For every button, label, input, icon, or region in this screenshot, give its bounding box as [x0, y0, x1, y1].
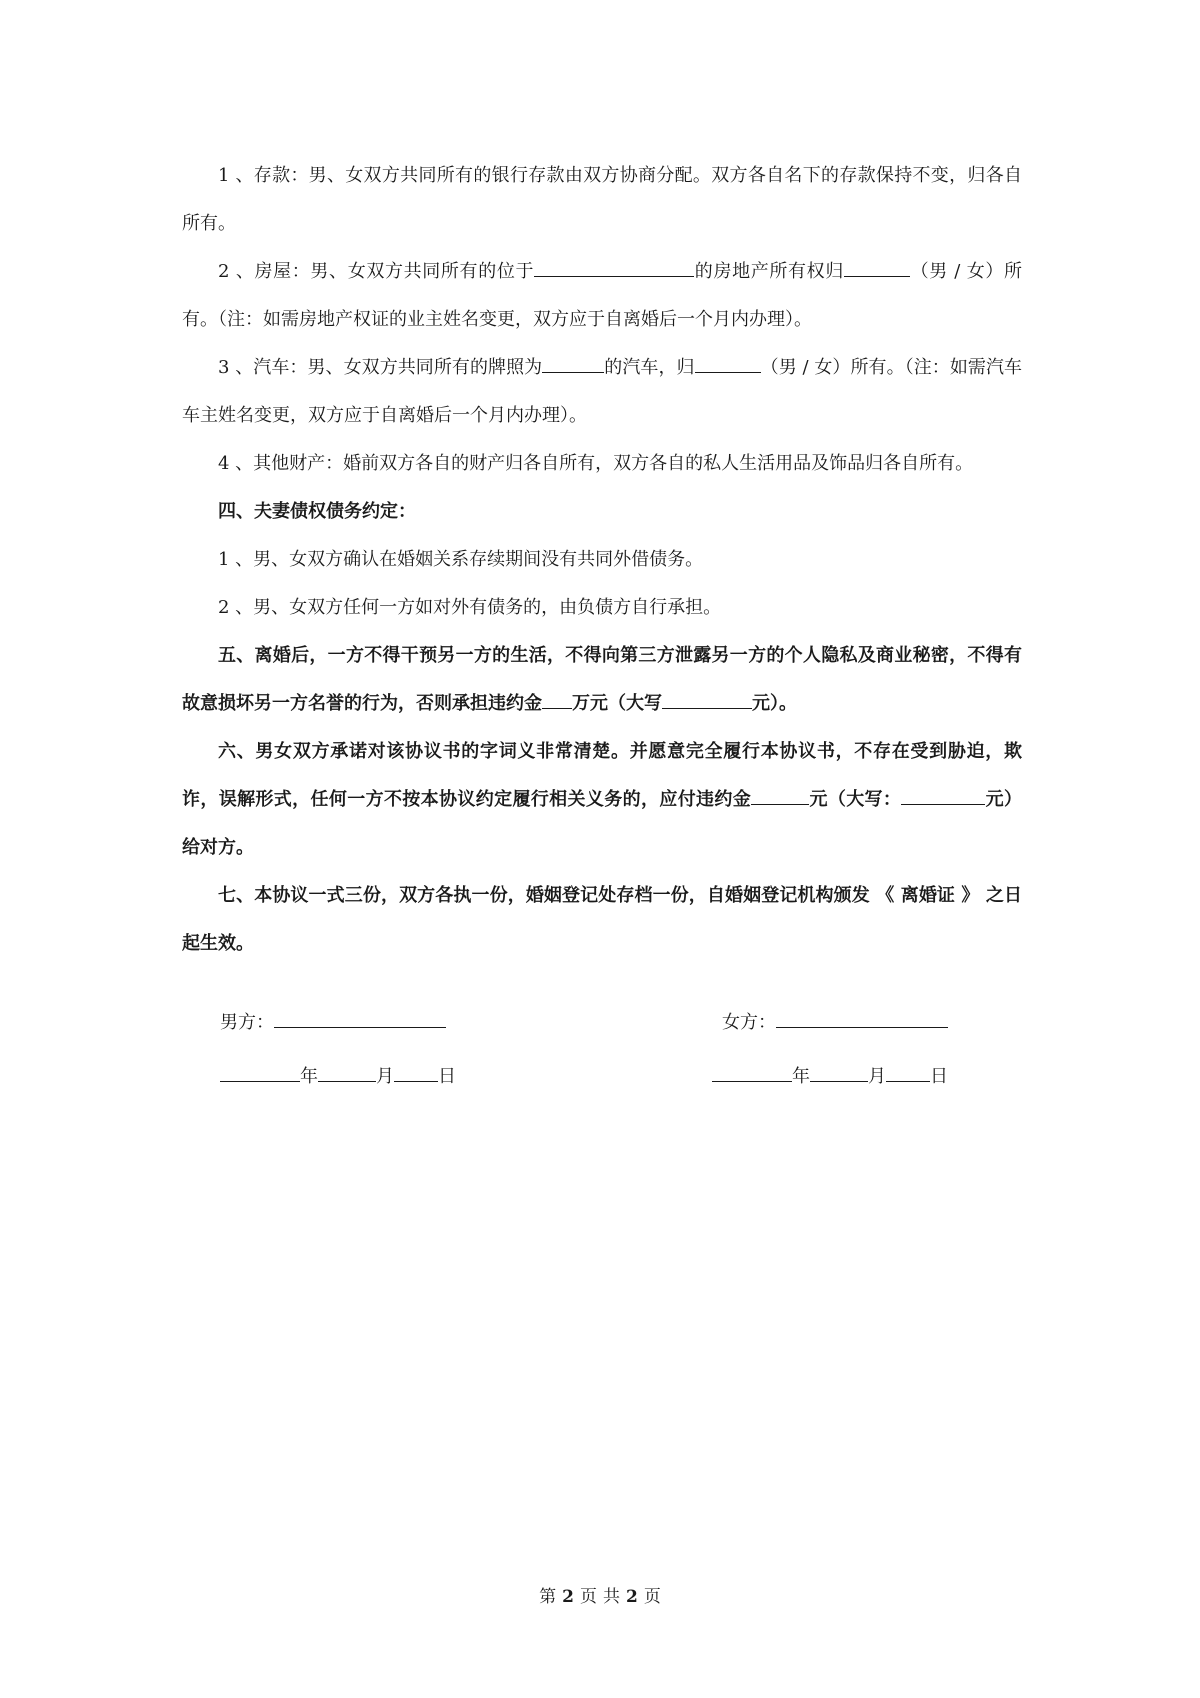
penalty-amount-blank	[542, 690, 572, 709]
male-signature: 男方：	[220, 1008, 446, 1038]
female-signature-blank	[776, 1009, 948, 1028]
clause-debt-2: 2 、男、女双方任何一方如对外有债务的，由负债方自行承担。	[218, 597, 722, 618]
clause-effective: 七、本协议一式三份，双方各执一份，婚姻登记处存档一份，自婚姻登记机构颁发 《 离婚证 》 之日起生效。	[182, 885, 1022, 954]
car-owner-blank	[695, 354, 761, 373]
clause-privacy: 五、离婚后，一方不得干预另一方的生活，不得向第三方泄露另一方的个人隐私及商业秘密，不得有故意损坏另一方名誉的行为，否则承担违约金 万元（大写 元）。	[182, 645, 1022, 714]
breach-words-blank	[901, 786, 985, 805]
breach-amount-blank	[751, 786, 809, 805]
male-day-blank	[394, 1063, 438, 1082]
clause-debt-1: 1 、男、女双方确认在婚姻关系存续期间没有共同外借债务。	[218, 549, 704, 570]
female-year-blank	[712, 1063, 792, 1082]
male-year-blank	[220, 1063, 300, 1082]
section-heading-debts: 四、夫妻债权债务约定：	[218, 501, 416, 522]
clause-deposit: 1 、存款：男、女双方共同所有的银行存款由双方协商分配。双方各自名下的存款保持不变，归各自所有。	[182, 165, 1022, 234]
page-number-footer: 第 2 页 共 2 页	[539, 1587, 661, 1607]
male-month-blank	[318, 1063, 376, 1082]
clause-house: 2 、房屋：男、女双方共同所有的位于 的房地产所有权归 （男 / 女）所有。（注：如需房地产权证的业主姓名变更，双方应于自离婚后一个月内办理）。	[182, 248, 1022, 344]
female-signature: 女方：	[722, 1008, 948, 1038]
female-month-blank	[810, 1063, 868, 1082]
house-location-blank	[534, 258, 694, 277]
car-plate-blank	[542, 354, 604, 373]
clause-other-property: 4 、其他财产：婚前双方各自的财产归各自所有，双方各自的私人生活用品及饰品归各自所有。	[218, 453, 974, 474]
male-signature-blank	[274, 1009, 446, 1028]
house-owner-blank	[844, 258, 910, 277]
female-day-blank	[886, 1063, 930, 1082]
female-date: 年 月 日	[712, 1062, 948, 1092]
clause-obligations: 六、男女双方承诺对该协议书的字词义非常清楚。并愿意完全履行本协议书，不存在受到胁迫，欺诈，误解形式，任何一方不按本协议约定履行相关义务的，应付违约金 元（大写： 元）给对方。	[182, 741, 1022, 858]
agreement-body	[182, 152, 1022, 968]
male-date: 年 月 日	[220, 1062, 456, 1092]
penalty-words-blank	[662, 690, 752, 709]
clause-car: 3 、汽车：男、女双方共同所有的牌照为 的汽车，归 （男 / 女）所有。（注：如需汽车车主姓名变更，双方应于自离婚后一个月内办理）。	[182, 344, 1022, 440]
